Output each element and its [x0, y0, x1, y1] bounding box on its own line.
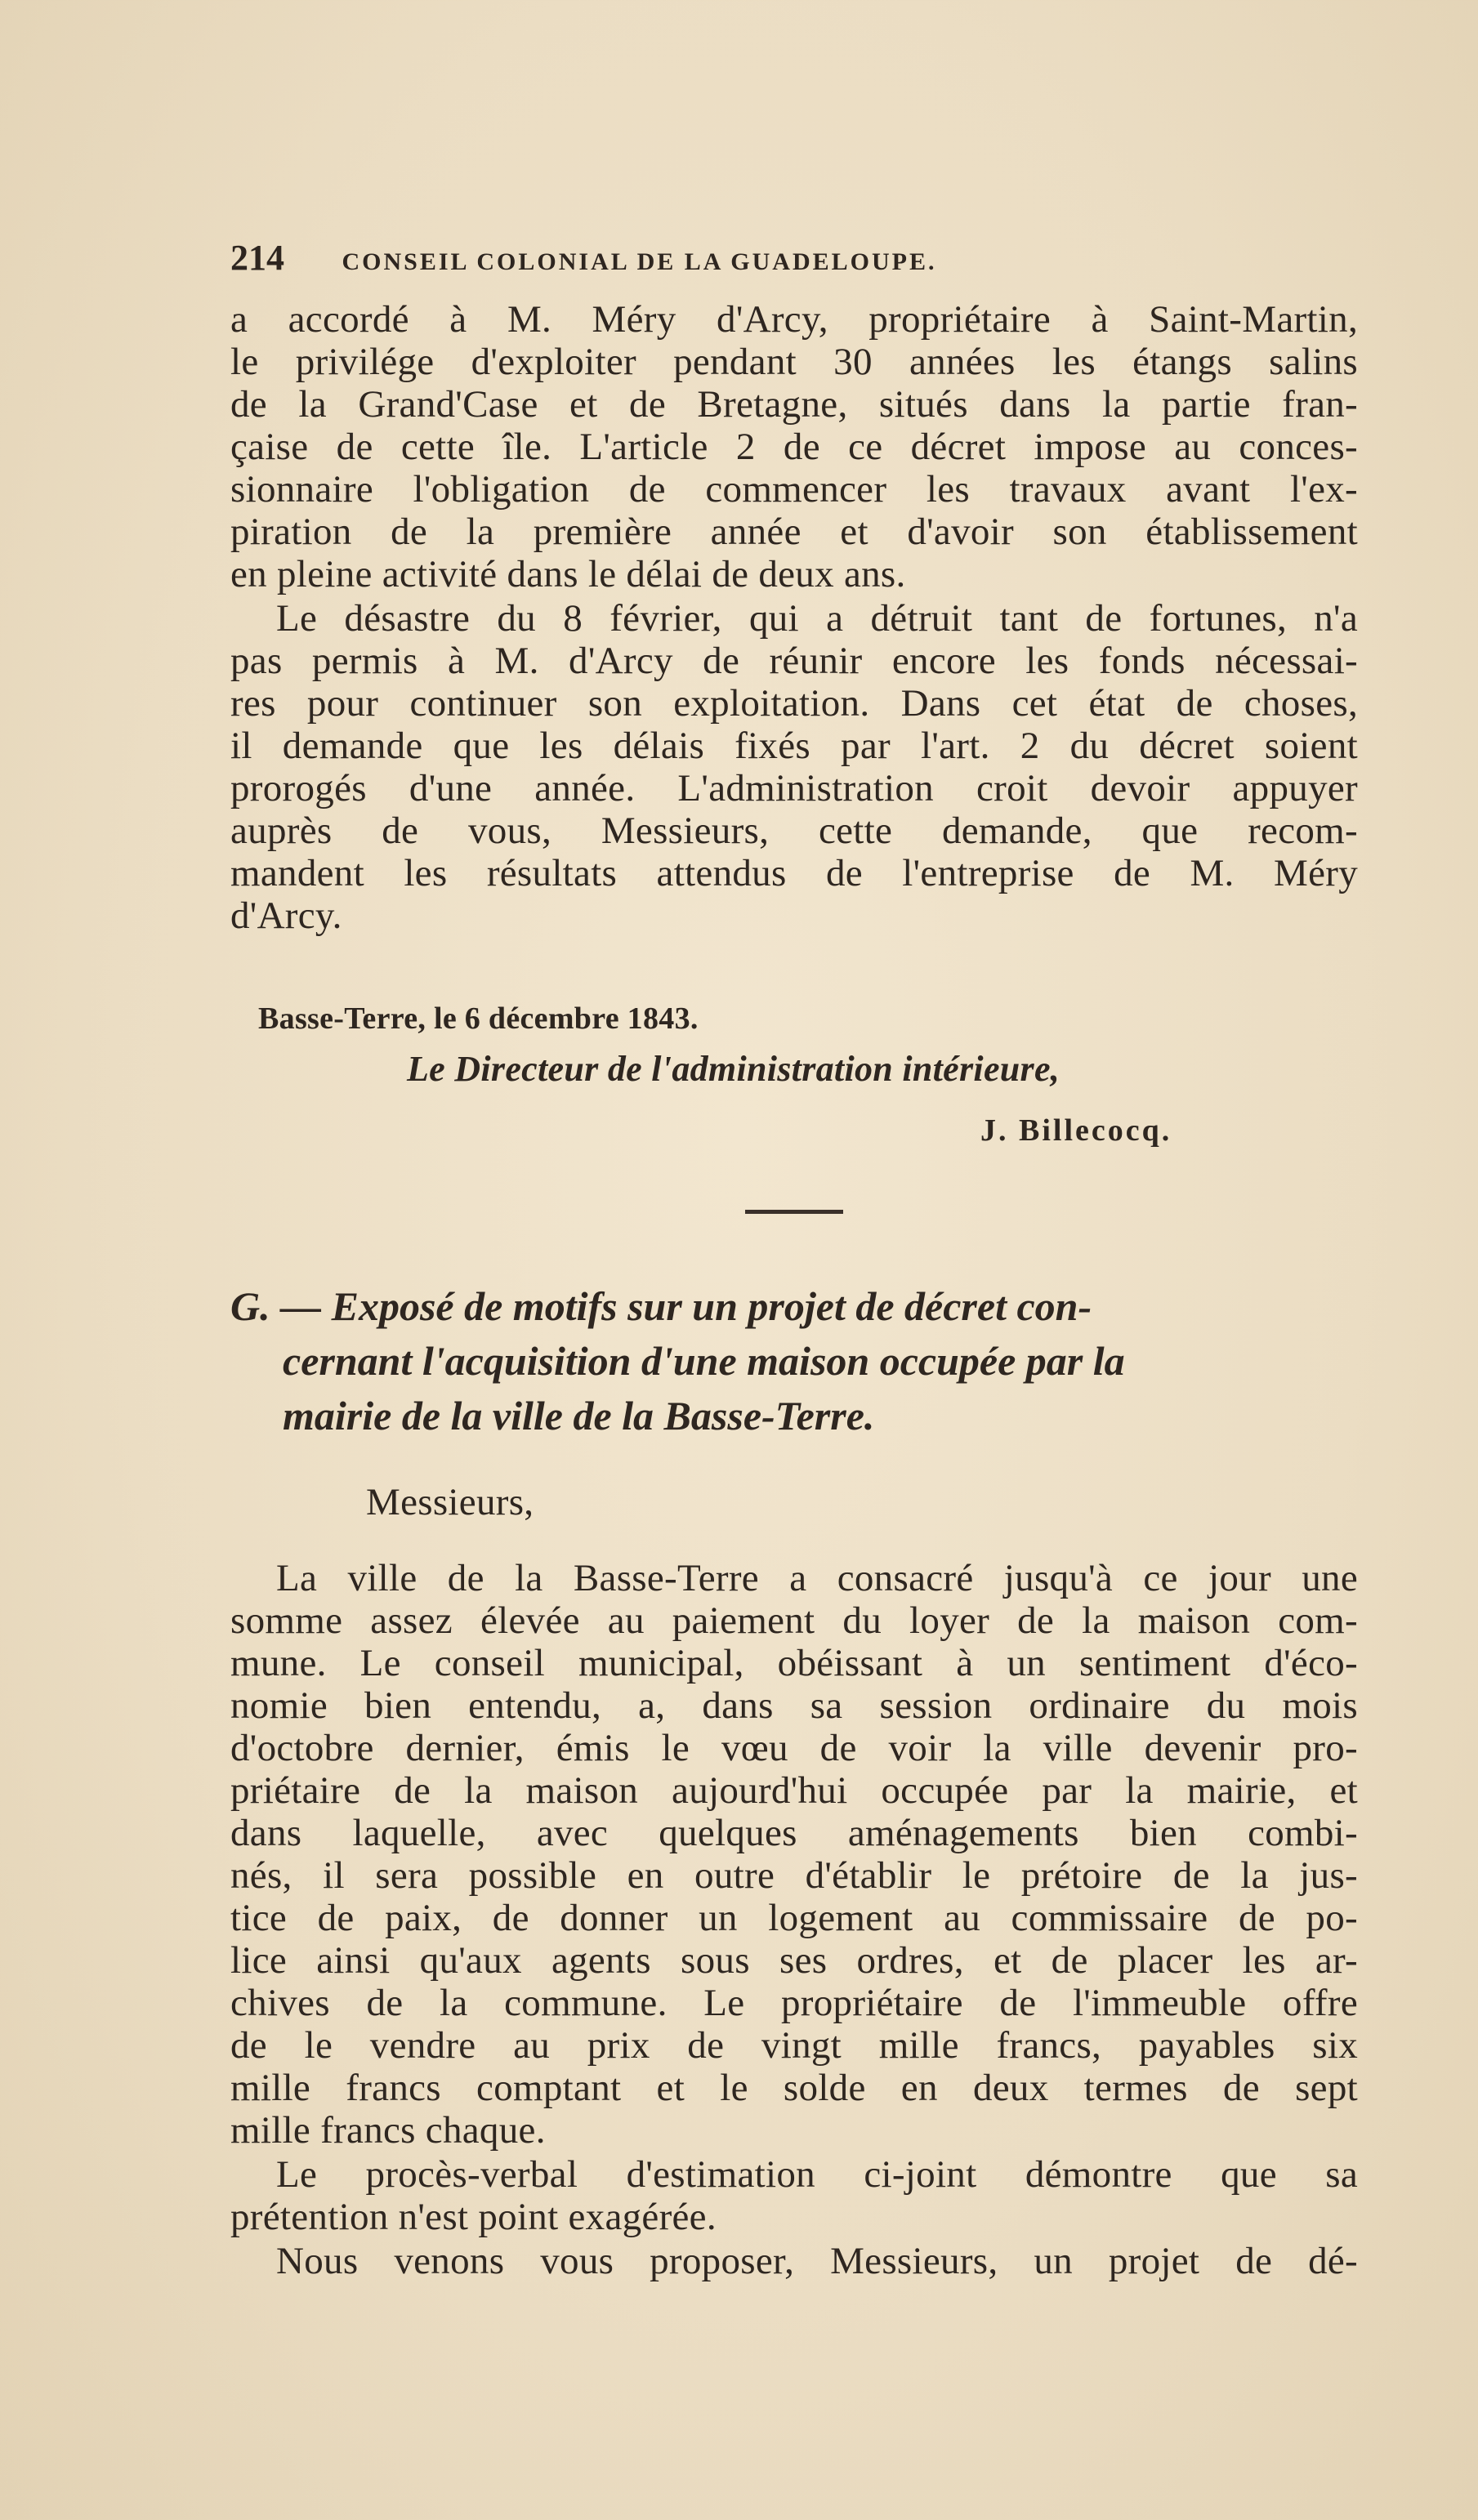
text-line: mille francs comptant et le solde en deux termes de sept — [230, 2067, 1358, 2109]
text-line: pas permis à M. d'Arcy de réunir encore les fonds nécessai- — [230, 640, 1358, 682]
text-line: d'Arcy. — [230, 894, 342, 937]
signature: J. Billecocq. — [980, 1113, 1172, 1148]
page-number: 214 — [230, 238, 284, 278]
text-line: res pour continuer son exploitation. Dans cet état de choses, — [230, 682, 1358, 725]
text-line: çaise de cette île. L'article 2 de ce décret impose au conces- — [230, 426, 1358, 468]
text-line: priétaire de la maison aujourd'hui occupée par la mairie, et — [230, 1769, 1358, 1812]
text-line: somme assez élevée au paiement du loyer de la maison com- — [230, 1599, 1358, 1642]
text-line: prorogés d'une année. L'administration croit devoir appuyer — [230, 767, 1358, 810]
text-line: Nous venons vous proposer, Messieurs, un projet de dé- — [276, 2240, 1358, 2282]
text-line: de le vendre au prix de vingt mille francs, payables six — [230, 2024, 1358, 2067]
section-divider — [745, 1210, 843, 1214]
salutation: Messieurs, — [366, 1481, 534, 1523]
text-line: lice ainsi qu'aux agents sous ses ordres, et de placer les ar- — [230, 1939, 1358, 1982]
text-line: mille francs chaque. — [230, 2109, 546, 2152]
signatory-title: Le Directeur de l'administration intérieure, — [407, 1049, 1060, 1089]
text-line: sionnaire l'obligation de commencer les travaux avant l'ex- — [230, 468, 1358, 511]
text-line: Le procès-verbal d'estimation ci-joint démontre que sa — [276, 2153, 1358, 2196]
text-line: nés, il sera possible en outre d'établir le prétoire de la jus- — [230, 1854, 1358, 1897]
text-line: chives de la commune. Le propriétaire de l'immeuble offre — [230, 1982, 1358, 2024]
text-line: mandent les résultats attendus de l'entreprise de M. Méry — [230, 852, 1358, 894]
text-line: en pleine activité dans le délai de deux ans. — [230, 553, 906, 595]
text-line: auprès de vous, Messieurs, cette demande, que recom- — [230, 810, 1358, 852]
text-line: d'octobre dernier, émis le vœu de voir la ville devenir pro- — [230, 1727, 1358, 1769]
text-line: mune. Le conseil municipal, obéissant à un sentiment d'éco- — [230, 1642, 1358, 1684]
running-title: CONSEIL COLONIAL DE LA GUADELOUPE. — [342, 248, 937, 275]
text-line: piration de la première année et d'avoir son établissement — [230, 511, 1358, 553]
date-line: Basse-Terre, le 6 décembre 1843. — [258, 1001, 699, 1036]
text-line: La ville de la Basse-Terre a consacré jusqu'à ce jour une — [276, 1557, 1358, 1599]
text-line: prétention n'est point exagérée. — [230, 2196, 717, 2238]
text-line: Le désastre du 8 février, qui a détruit tant de fortunes, n'a — [276, 597, 1358, 640]
text-line: nomie bien entendu, a, dans sa session ordinaire du mois — [230, 1684, 1358, 1727]
text-line: tice de paix, de donner un logement au commissaire de po- — [230, 1897, 1358, 1939]
section-title-line: cernant l'acquisition d'une maison occupée par la — [283, 1338, 1125, 1384]
text-line: a accordé à M. Méry d'Arcy, propriétaire à Saint-Martin, — [230, 298, 1358, 341]
text-line: de la Grand'Case et de Bretagne, situés dans la partie fran- — [230, 383, 1358, 426]
section-title-line: G. — Exposé de motifs sur un projet de décret con- — [230, 1283, 1092, 1329]
text-line: il demande que les délais fixés par l'art. 2 du décret soient — [230, 725, 1358, 767]
text-line: le privilége d'exploiter pendant 30 années les étangs salins — [230, 341, 1358, 383]
section-title-line: mairie de la ville de la Basse-Terre. — [283, 1393, 875, 1438]
running-header — [230, 237, 1293, 279]
text-line: dans laquelle, avec quelques aménagements bien combi- — [230, 1812, 1358, 1854]
